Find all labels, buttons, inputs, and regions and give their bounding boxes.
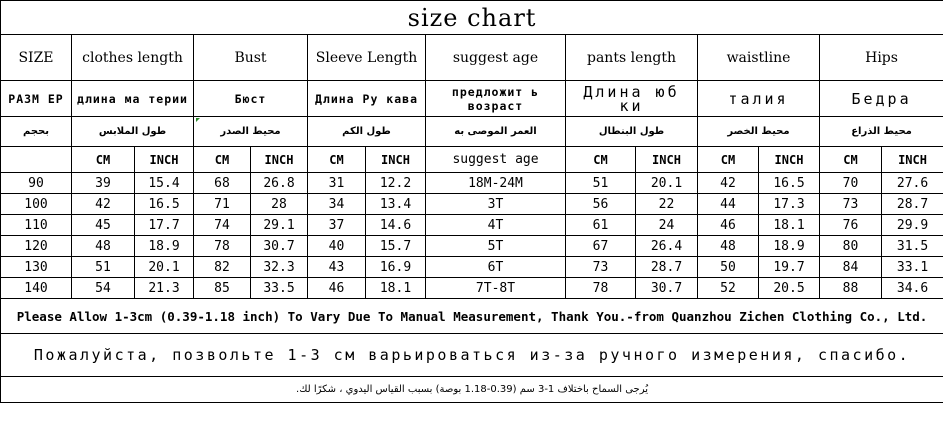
- cell-hips-cm: 84: [820, 257, 882, 278]
- cell-clothes-cm: 42: [72, 194, 135, 215]
- cell-bust-inch: 28: [251, 194, 308, 215]
- header-ar-size: بحجم: [1, 117, 72, 147]
- cell-sleeve-inch: 12.2: [366, 173, 426, 194]
- cell-age: 4T: [426, 215, 566, 236]
- cell-clothes-cm: 51: [72, 257, 135, 278]
- cell-waist-cm: 46: [698, 215, 759, 236]
- cell-hips-cm: 70: [820, 173, 882, 194]
- cell-clothes-inch: 20.1: [135, 257, 194, 278]
- cell-bust-inch: 29.1: [251, 215, 308, 236]
- cell-waist-inch: 17.3: [759, 194, 820, 215]
- unit-inch: INCH: [636, 147, 698, 173]
- cell-clothes-cm: 48: [72, 236, 135, 257]
- cell-bust-cm: 85: [194, 278, 251, 299]
- chart-title: size chart: [1, 1, 943, 35]
- cell-clothes-inch: 21.3: [135, 278, 194, 299]
- header-bust: Bust: [194, 35, 308, 81]
- cell-hips-inch: 29.9: [882, 215, 943, 236]
- cell-bust-inch: 32.3: [251, 257, 308, 278]
- header-ru-sleeve-length: Длина Ру кава: [308, 81, 426, 117]
- cell-waist-cm: 48: [698, 236, 759, 257]
- cell-sleeve-cm: 31: [308, 173, 366, 194]
- cell-age: 5T: [426, 236, 566, 257]
- cell-waist-cm: 52: [698, 278, 759, 299]
- header-ru-bust: Бюст: [194, 81, 308, 117]
- cell-sleeve-inch: 18.1: [366, 278, 426, 299]
- unit-cm: CM: [308, 147, 366, 173]
- cell-size: 100: [1, 194, 72, 215]
- table-row: [1, 173, 943, 194]
- note-arabic-row: [1, 377, 943, 403]
- header-ar-pants-length: طول البنطال: [566, 117, 698, 147]
- cell-pants-inch: 22: [636, 194, 698, 215]
- cell-waist-inch: 20.5: [759, 278, 820, 299]
- cell-bust-cm: 68: [194, 173, 251, 194]
- header-ru-size: РАЗМ ЕР: [1, 81, 72, 117]
- cell-pants-cm: 73: [566, 257, 636, 278]
- cell-waist-inch: 18.1: [759, 215, 820, 236]
- cell-pants-inch: 26.4: [636, 236, 698, 257]
- header-ar-hips: محيط الذراع: [820, 117, 943, 147]
- note-english: Please Allow 1-3cm (0.39-1.18 inch) To Vary Due To Manual Measurement, Thank You.-from Quanzhou Zichen Clothing Co., Ltd.: [1, 299, 943, 334]
- unit-inch: INCH: [135, 147, 194, 173]
- note-russian: Пожалуйста, позвольте 1-3 см варьироваться из-за ручного измерения, спасибо.: [1, 334, 943, 377]
- cell-sleeve-inch: 13.4: [366, 194, 426, 215]
- header-sleeve-length: Sleeve Length: [308, 35, 426, 81]
- cell-hips-inch: 31.5: [882, 236, 943, 257]
- table-row: [1, 194, 943, 215]
- header-ar-sleeve-length: طول الكم: [308, 117, 426, 147]
- cell-hips-inch: 33.1: [882, 257, 943, 278]
- note-russian-row: [1, 334, 943, 377]
- header-ar-suggest-age: العمر الموصى به: [426, 117, 566, 147]
- header-pants-length: pants length: [566, 35, 698, 81]
- cell-clothes-inch: 15.4: [135, 173, 194, 194]
- cell-size: 120: [1, 236, 72, 257]
- cell-bust-cm: 78: [194, 236, 251, 257]
- cell-waist-cm: 44: [698, 194, 759, 215]
- units-row: [1, 147, 943, 173]
- cell-waist-cm: 50: [698, 257, 759, 278]
- unit-suggest-age: suggest age: [426, 147, 566, 173]
- header-ar-clothes-length: طول الملابس: [72, 117, 194, 147]
- cell-waist-inch: 19.7: [759, 257, 820, 278]
- cell-bust-cm: 82: [194, 257, 251, 278]
- cell-waist-inch: 18.9: [759, 236, 820, 257]
- table-row: [1, 236, 943, 257]
- cell-hips-inch: 34.6: [882, 278, 943, 299]
- corner-mark: [196, 118, 200, 122]
- header-ru-clothes-length: длина ма терии: [72, 81, 194, 117]
- header-hips: Hips: [820, 35, 943, 81]
- cell-pants-inch: 24: [636, 215, 698, 236]
- unit-cm: CM: [698, 147, 759, 173]
- cell-bust-inch: 33.5: [251, 278, 308, 299]
- header-ru-pants-length: Длина юб ки: [566, 81, 698, 117]
- cell-bust-inch: 26.8: [251, 173, 308, 194]
- cell-clothes-cm: 39: [72, 173, 135, 194]
- cell-age: 3T: [426, 194, 566, 215]
- header-ar-bust: محيط الصدر: [194, 117, 308, 147]
- cell-size: 140: [1, 278, 72, 299]
- cell-clothes-cm: 45: [72, 215, 135, 236]
- header-ru-hips: Бедра: [820, 81, 943, 117]
- cell-hips-cm: 80: [820, 236, 882, 257]
- header-waistline: waistline: [698, 35, 820, 81]
- header-row-arabic: [1, 117, 943, 147]
- header-suggest-age: suggest age: [426, 35, 566, 81]
- unit-cm: CM: [194, 147, 251, 173]
- header-ru-waistline: талия: [698, 81, 820, 117]
- cell-waist-cm: 42: [698, 173, 759, 194]
- cell-size: 130: [1, 257, 72, 278]
- unit-cm: CM: [566, 147, 636, 173]
- cell-clothes-cm: 54: [72, 278, 135, 299]
- unit-inch: INCH: [251, 147, 308, 173]
- cell-clothes-inch: 17.7: [135, 215, 194, 236]
- unit-cm: CM: [72, 147, 135, 173]
- cell-pants-cm: 56: [566, 194, 636, 215]
- cell-hips-cm: 73: [820, 194, 882, 215]
- cell-bust-cm: 71: [194, 194, 251, 215]
- unit-inch: INCH: [882, 147, 943, 173]
- header-size: SIZE: [1, 35, 72, 81]
- cell-sleeve-inch: 15.7: [366, 236, 426, 257]
- table-row: [1, 278, 943, 299]
- cell-pants-inch: 20.1: [636, 173, 698, 194]
- header-clothes-length: clothes length: [72, 35, 194, 81]
- header-ru-suggest-age: предложит ь возраст: [426, 81, 566, 117]
- unit-cm: CM: [820, 147, 882, 173]
- cell-hips-inch: 28.7: [882, 194, 943, 215]
- cell-sleeve-cm: 34: [308, 194, 366, 215]
- table-row: [1, 257, 943, 278]
- header-ar-waistline: محيط الخصر: [698, 117, 820, 147]
- cell-age: 6T: [426, 257, 566, 278]
- cell-pants-cm: 61: [566, 215, 636, 236]
- cell-size: 90: [1, 173, 72, 194]
- cell-sleeve-inch: 14.6: [366, 215, 426, 236]
- cell-pants-inch: 28.7: [636, 257, 698, 278]
- header-row-russian: [1, 81, 943, 117]
- cell-sleeve-cm: 40: [308, 236, 366, 257]
- cell-bust-cm: 74: [194, 215, 251, 236]
- note-english-row: [1, 299, 943, 334]
- cell-hips-cm: 76: [820, 215, 882, 236]
- cell-pants-cm: 78: [566, 278, 636, 299]
- header-row-english: [1, 35, 943, 81]
- cell-sleeve-inch: 16.9: [366, 257, 426, 278]
- cell-clothes-inch: 18.9: [135, 236, 194, 257]
- unit-inch: INCH: [366, 147, 426, 173]
- cell-sleeve-cm: 37: [308, 215, 366, 236]
- cell-age: 18M-24M: [426, 173, 566, 194]
- unit-inch: INCH: [759, 147, 820, 173]
- cell-waist-inch: 16.5: [759, 173, 820, 194]
- table-row: [1, 215, 943, 236]
- cell-hips-inch: 27.6: [882, 173, 943, 194]
- note-arabic: يُرجى السماح باختلاف 1-3 سم (0.39-1.18 بوصة) بسبب القياس اليدوي ، شكرًا لك.: [1, 377, 943, 403]
- units-size-blank: [1, 147, 72, 173]
- cell-pants-cm: 51: [566, 173, 636, 194]
- cell-bust-inch: 30.7: [251, 236, 308, 257]
- cell-age: 7T-8T: [426, 278, 566, 299]
- cell-pants-inch: 30.7: [636, 278, 698, 299]
- cell-sleeve-cm: 43: [308, 257, 366, 278]
- cell-pants-cm: 67: [566, 236, 636, 257]
- cell-size: 110: [1, 215, 72, 236]
- cell-sleeve-cm: 46: [308, 278, 366, 299]
- cell-clothes-inch: 16.5: [135, 194, 194, 215]
- cell-hips-cm: 88: [820, 278, 882, 299]
